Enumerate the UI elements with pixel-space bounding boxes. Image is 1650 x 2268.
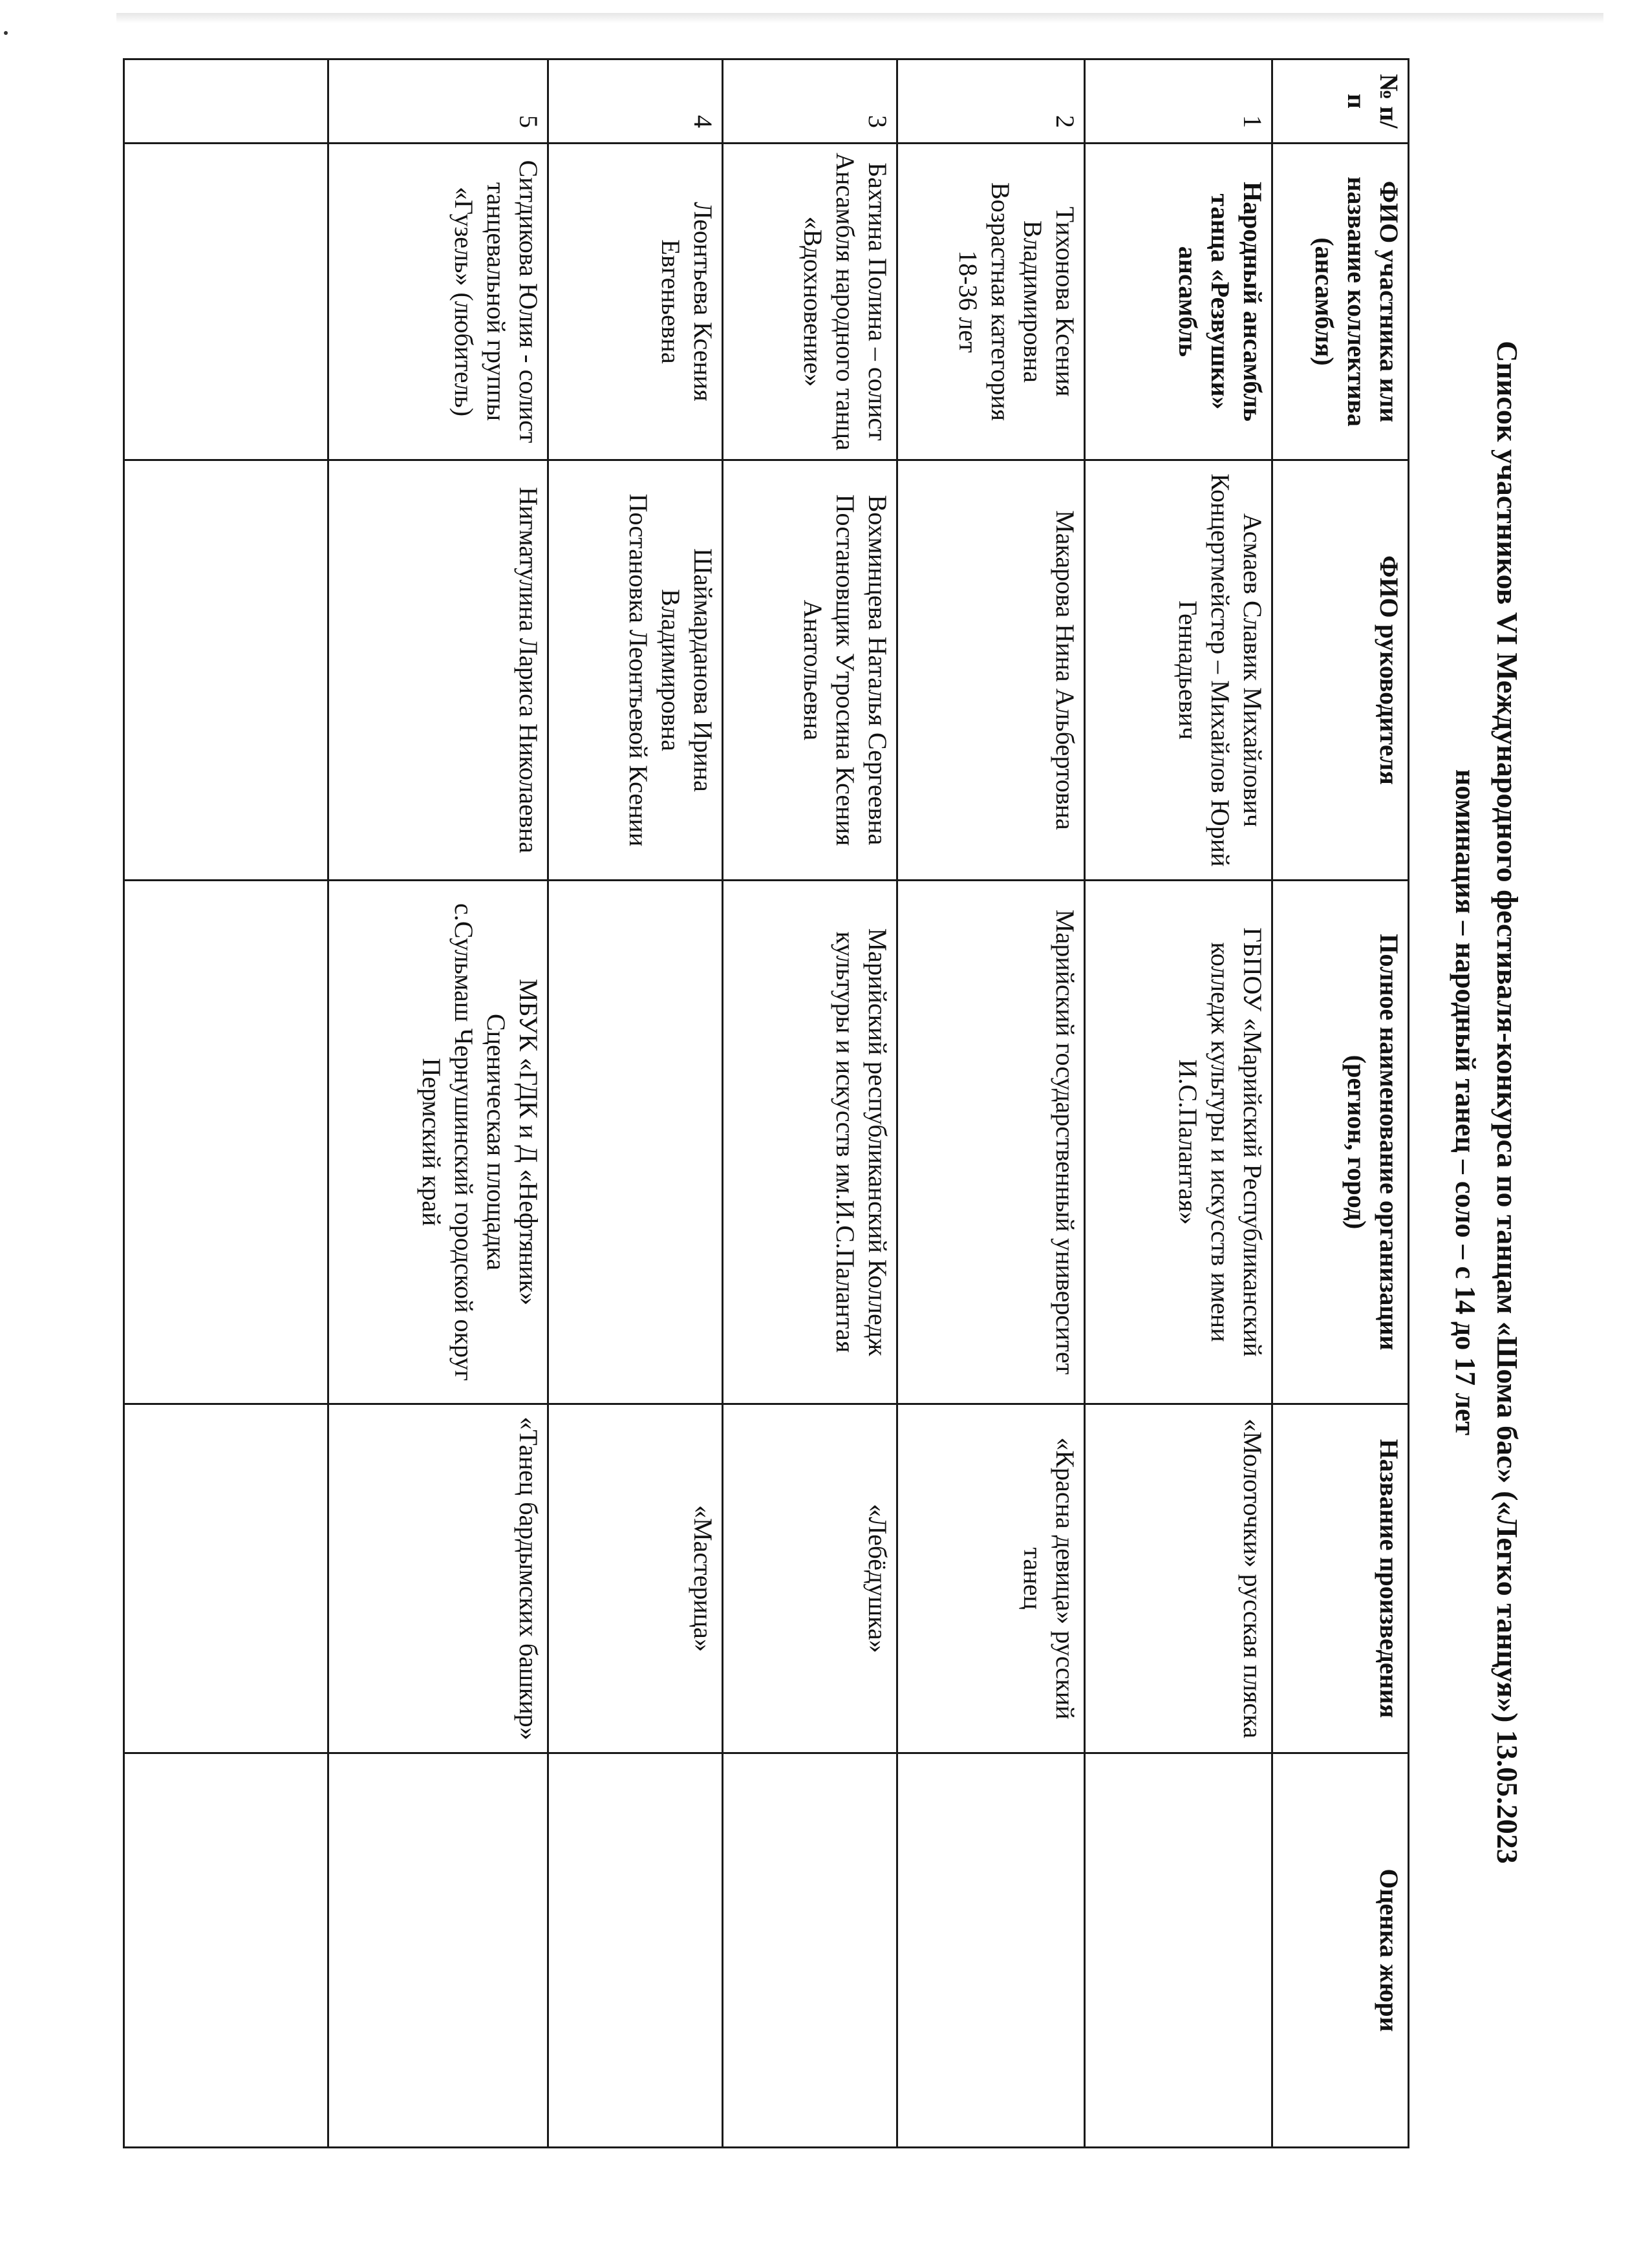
piece-cell: «Лебёдушка» [723, 1404, 897, 1753]
row-number: 3 [723, 59, 897, 144]
leader-cell: Макарова Нина Альбертовна [897, 460, 1085, 881]
header-piece: Название произведения [1272, 1404, 1409, 1753]
table-row [548, 59, 723, 2148]
score-cell [897, 1753, 1085, 2148]
score-cell [548, 1753, 723, 2148]
organization-cell: ГБПОУ «Марийский Республиканский колледж культуры и искусств имени И.С.Палантая» [1085, 881, 1272, 1404]
header-participant: ФИО участника или название коллектива (ансамбля) [1272, 144, 1409, 460]
empty-cell [124, 460, 328, 881]
organization-cell: МБУК «ГДК и Д «Нефтяник» Сценическая площадка с.Сульмаш Чернушинский городской округ Пермский край [328, 881, 548, 1404]
table-row [897, 59, 1085, 2148]
participant-cell: Ситдикова Юлия - солист танцевальной группы «Гузель» (любитель) [328, 144, 548, 460]
organization-cell: Марийский республиканский Колледж культуры и искусств им.И.С.Палантая [723, 881, 897, 1404]
empty-cell [124, 59, 328, 144]
table-row [328, 59, 548, 2148]
leader-cell: Нигматулина Лариса Николаевна [328, 460, 548, 881]
table-row [1085, 59, 1272, 2148]
row-number: 4 [548, 59, 723, 144]
participant-cell: Народный ансамбль танца «Резвушки» ансамбль [1085, 144, 1272, 460]
row-number: 1 [1085, 59, 1272, 144]
piece-cell: «Молоточки» русская пляска [1085, 1404, 1272, 1753]
leader-cell: Вохминцева Наталья Сергеевна Постановщик Утросина Ксения Анатольевна [723, 460, 897, 881]
table-row-empty [124, 59, 328, 2148]
organization-cell: Марийский государственный университет [897, 881, 1085, 1404]
score-cell [1085, 1753, 1272, 2148]
piece-cell: «Мастерица» [548, 1404, 723, 1753]
piece-cell: «Красна девица» русский танец [897, 1404, 1085, 1753]
table-header-row [1272, 59, 1409, 2148]
participant-cell: Бахтина Полина – солист Ансамбля народного танца «Вдохновение» [723, 144, 897, 460]
rotated-document-page [116, 58, 1526, 2146]
table-row [723, 59, 897, 2148]
participant-cell: Тихонова Ксения Владимировна Возрастная категория 18-36 лет [897, 144, 1085, 460]
header-number: № п/п [1272, 59, 1409, 144]
empty-cell [124, 881, 328, 1404]
piece-cell: «Танец бардымских башкир» [328, 1404, 548, 1753]
score-cell [328, 1753, 548, 2148]
leader-cell: Асмаев Славик Михайлович Концертмейстер – Михайлов Юрий Геннадьевич [1085, 460, 1272, 881]
leader-cell: Шаймарданова Ирина Владимировна Постановка Леонтьевой Ксении [548, 460, 723, 881]
scan-edge-shadow [116, 13, 1603, 23]
document-title: Список участников VI Международного фестиваля-конкурса по танцам «Шома бас» («Легко танцуя») 13.05.2023 [1491, 341, 1524, 1864]
header-leader: ФИО руководителя [1272, 460, 1409, 881]
score-cell [723, 1753, 897, 2148]
empty-cell [124, 1753, 328, 2148]
organization-cell [548, 881, 723, 1404]
scan-speck [4, 31, 8, 35]
row-number: 5 [328, 59, 548, 144]
header-organization: Полное наименование организации (регион, город) [1272, 881, 1409, 1404]
participant-cell: Леонтьева Ксения Евгеньевна [548, 144, 723, 460]
document-subtitle: номинация – народный танец – соло – с 14 до 17 лет [1450, 769, 1481, 1436]
participants-table [123, 58, 1409, 2148]
empty-cell [124, 1404, 328, 1753]
row-number: 2 [897, 59, 1085, 144]
empty-cell [124, 144, 328, 460]
header-jury-score: Оценка жюри [1272, 1753, 1409, 2148]
